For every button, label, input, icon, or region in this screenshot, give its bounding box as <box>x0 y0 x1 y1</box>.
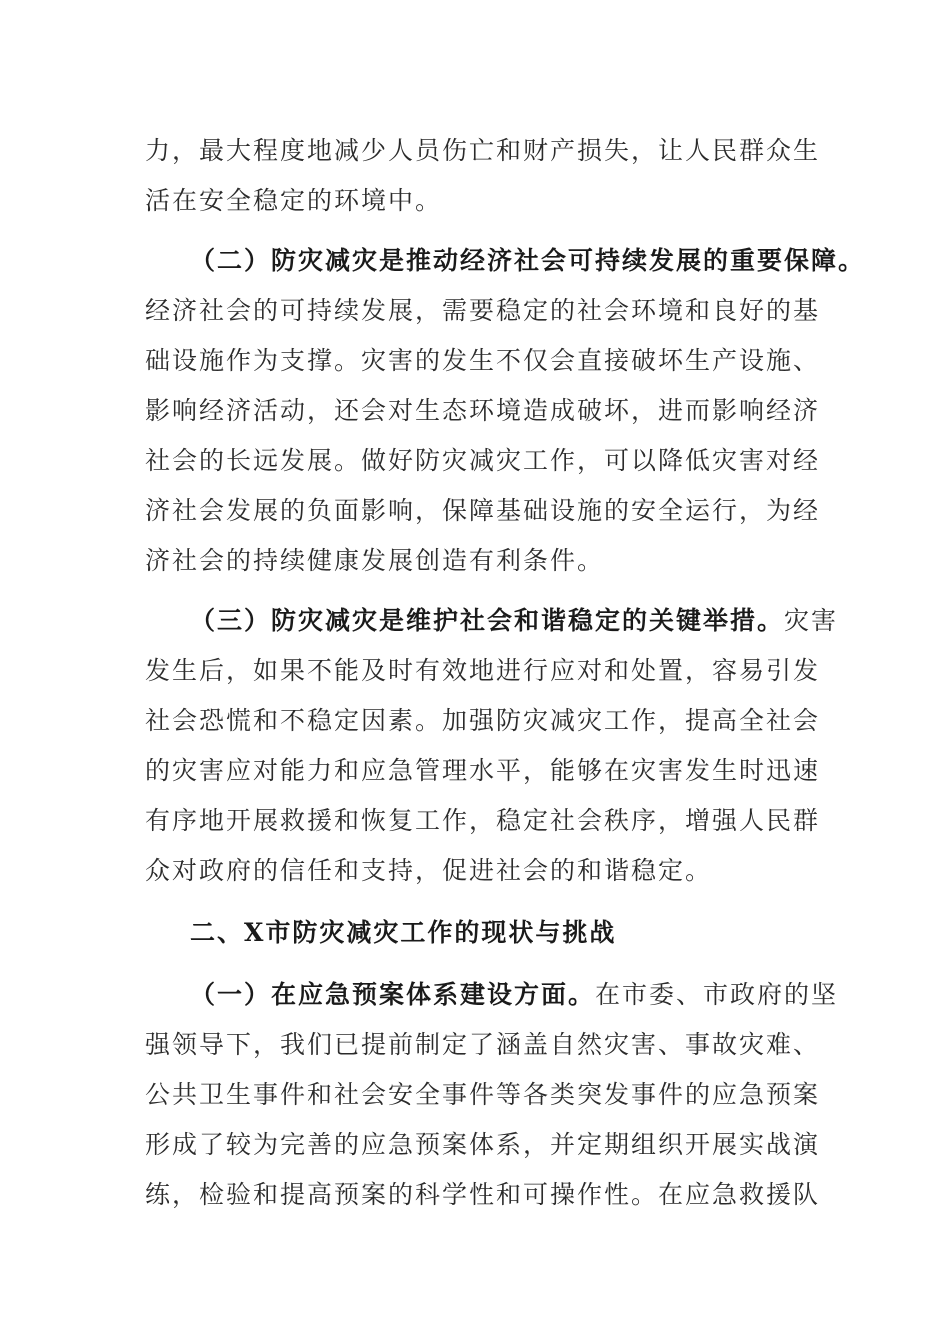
paragraph-line: 济社会的持续健康发展创造有利条件。 <box>145 546 605 575</box>
paragraph-line: 力，最大程度地减少人员伤亡和财产损失，让人民群众生 <box>145 136 821 165</box>
paragraph-line: 发生后，如果不能及时有效地进行应对和处置，容易引发 <box>145 656 821 685</box>
paragraph-line: 练，检验和提高预案的科学性和可操作性。在应急救援队 <box>145 1180 821 1209</box>
paragraph-line: 的灾害应对能力和应急管理水平，能够在灾害发生时迅速 <box>145 756 821 785</box>
section-heading: （二）防灾减灾是推动经济社会可持续发展的重要保障。 <box>190 246 866 275</box>
section-heading: （三）防灾减灾是维护社会和谐稳定的关键举措。 <box>190 606 785 635</box>
paragraph-line: 有序地开展救援和恢复工作，稳定社会秩序，增强人民群 <box>145 806 821 835</box>
paragraph-line: 经济社会的可持续发展，需要稳定的社会环境和良好的基 <box>145 296 821 325</box>
sub-heading-row <box>190 977 839 1013</box>
section-heading-row <box>190 603 839 639</box>
part-title: 二、X市防灾减灾工作的现状与挑战 <box>190 918 617 947</box>
paragraph-line: 强领导下，我们已提前制定了涵盖自然灾害、事故灾难、 <box>145 1030 821 1059</box>
paragraph-line: 影响经济活动，还会对生态环境造成破坏，进而影响经济 <box>145 396 821 425</box>
paragraph-line: 社会的长远发展。做好防灾减灾工作，可以降低灾害对经 <box>145 446 821 475</box>
heading-tail-text: 灾害 <box>784 606 839 635</box>
paragraph-line: 公共卫生事件和社会安全事件等各类突发事件的应急预案 <box>145 1080 821 1109</box>
paragraph-line: 活在安全稳定的环境中。 <box>145 186 443 215</box>
paragraph-line: 础设施作为支撑。灾害的发生不仅会直接破坏生产设施、 <box>145 346 821 375</box>
sub-heading: （一）在应急预案体系建设方面。 <box>190 980 596 1009</box>
sub-heading-tail-text: 在市委、市政府的坚 <box>595 980 839 1009</box>
paragraph-line: 众对政府的信任和支持，促进社会的和谐稳定。 <box>145 856 713 885</box>
paragraph-line: 社会恐慌和不稳定因素。加强防灾减灾工作，提高全社会 <box>145 706 821 735</box>
paragraph-line: 济社会发展的负面影响，保障基础设施的安全运行，为经 <box>145 496 821 525</box>
paragraph-line: 形成了较为完善的应急预案体系，并定期组织开展实战演 <box>145 1130 821 1159</box>
